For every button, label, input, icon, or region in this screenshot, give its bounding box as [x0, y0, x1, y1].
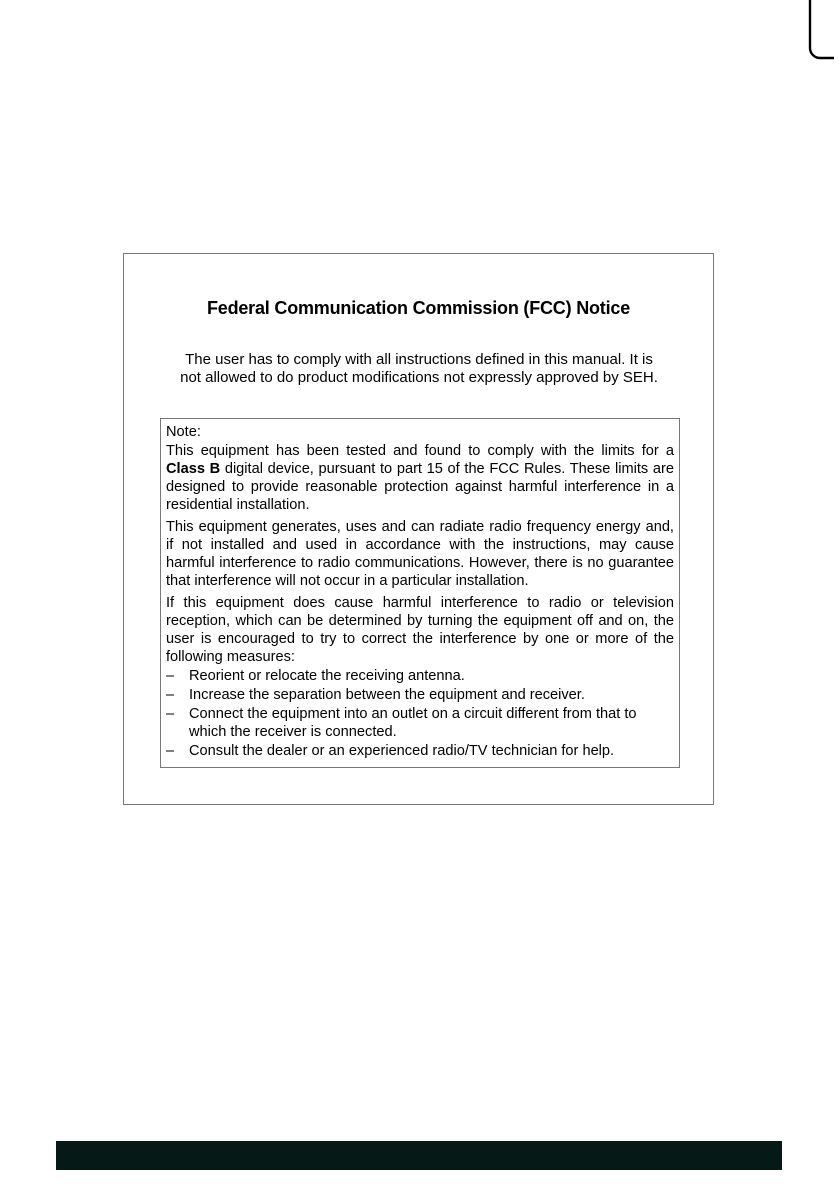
class-b-label: Class B: [166, 461, 221, 477]
list-item: [166, 686, 674, 704]
fcc-notice-frame: [123, 253, 714, 805]
dash-bullet: –: [166, 743, 175, 759]
dash-bullet: –: [166, 668, 175, 684]
note-paragraph-class-b: [166, 442, 674, 514]
dash-bullet: –: [166, 706, 175, 722]
note-paragraph-radiation: This equipment generates, uses and can radiate radio frequency energy and, if not installed and used in accordance with the instructions, may cause harmful interference to radio communications. However, there is no guarantee that interference will not occur in a particular installation.: [166, 519, 674, 589]
list-item: [166, 742, 674, 760]
note-box: [160, 418, 680, 768]
note-paragraph-lead: This equipment has been tested and found to comply with the limits for a: [166, 443, 674, 459]
list-item: [166, 705, 674, 741]
measure-text: Increase the separation between the equipment and receiver.: [189, 687, 585, 703]
measures-list: [166, 667, 674, 760]
notice-title: Federal Communication Commission (FCC) Notice: [206, 298, 631, 318]
intro-line-2: not allowed to do product modifications not expressly approved by SEH.: [180, 369, 658, 386]
measure-text: Reorient or relocate the receiving antenna.: [189, 668, 465, 684]
note-paragraph-rest: digital device, pursuant to part 15 of the FCC Rules. These limits are designed to provide reasonable protection against harmful interference in a residential installation.: [166, 461, 674, 513]
measure-text: Connect the equipment into an outlet on a circuit different from that to which the receiver is connected.: [189, 706, 637, 740]
intro-line-1: The user has to comply with all instructions defined in this manual. It is: [185, 351, 653, 368]
page-corner-bracket: [808, 0, 836, 60]
dash-bullet: –: [166, 687, 175, 703]
footer-bar: [56, 1141, 782, 1170]
list-item: [166, 667, 674, 685]
notice-intro: [154, 351, 684, 387]
note-paragraph-interference: If this equipment does cause harmful interference to radio or television reception, which can be determined by turning the equipment off and on, the user is encouraged to try to correct the interference by one or more of the following measures:: [166, 595, 674, 665]
note-label: Note:: [166, 424, 201, 440]
measure-text: Consult the dealer or an experienced radio/TV technician for help.: [189, 743, 615, 759]
